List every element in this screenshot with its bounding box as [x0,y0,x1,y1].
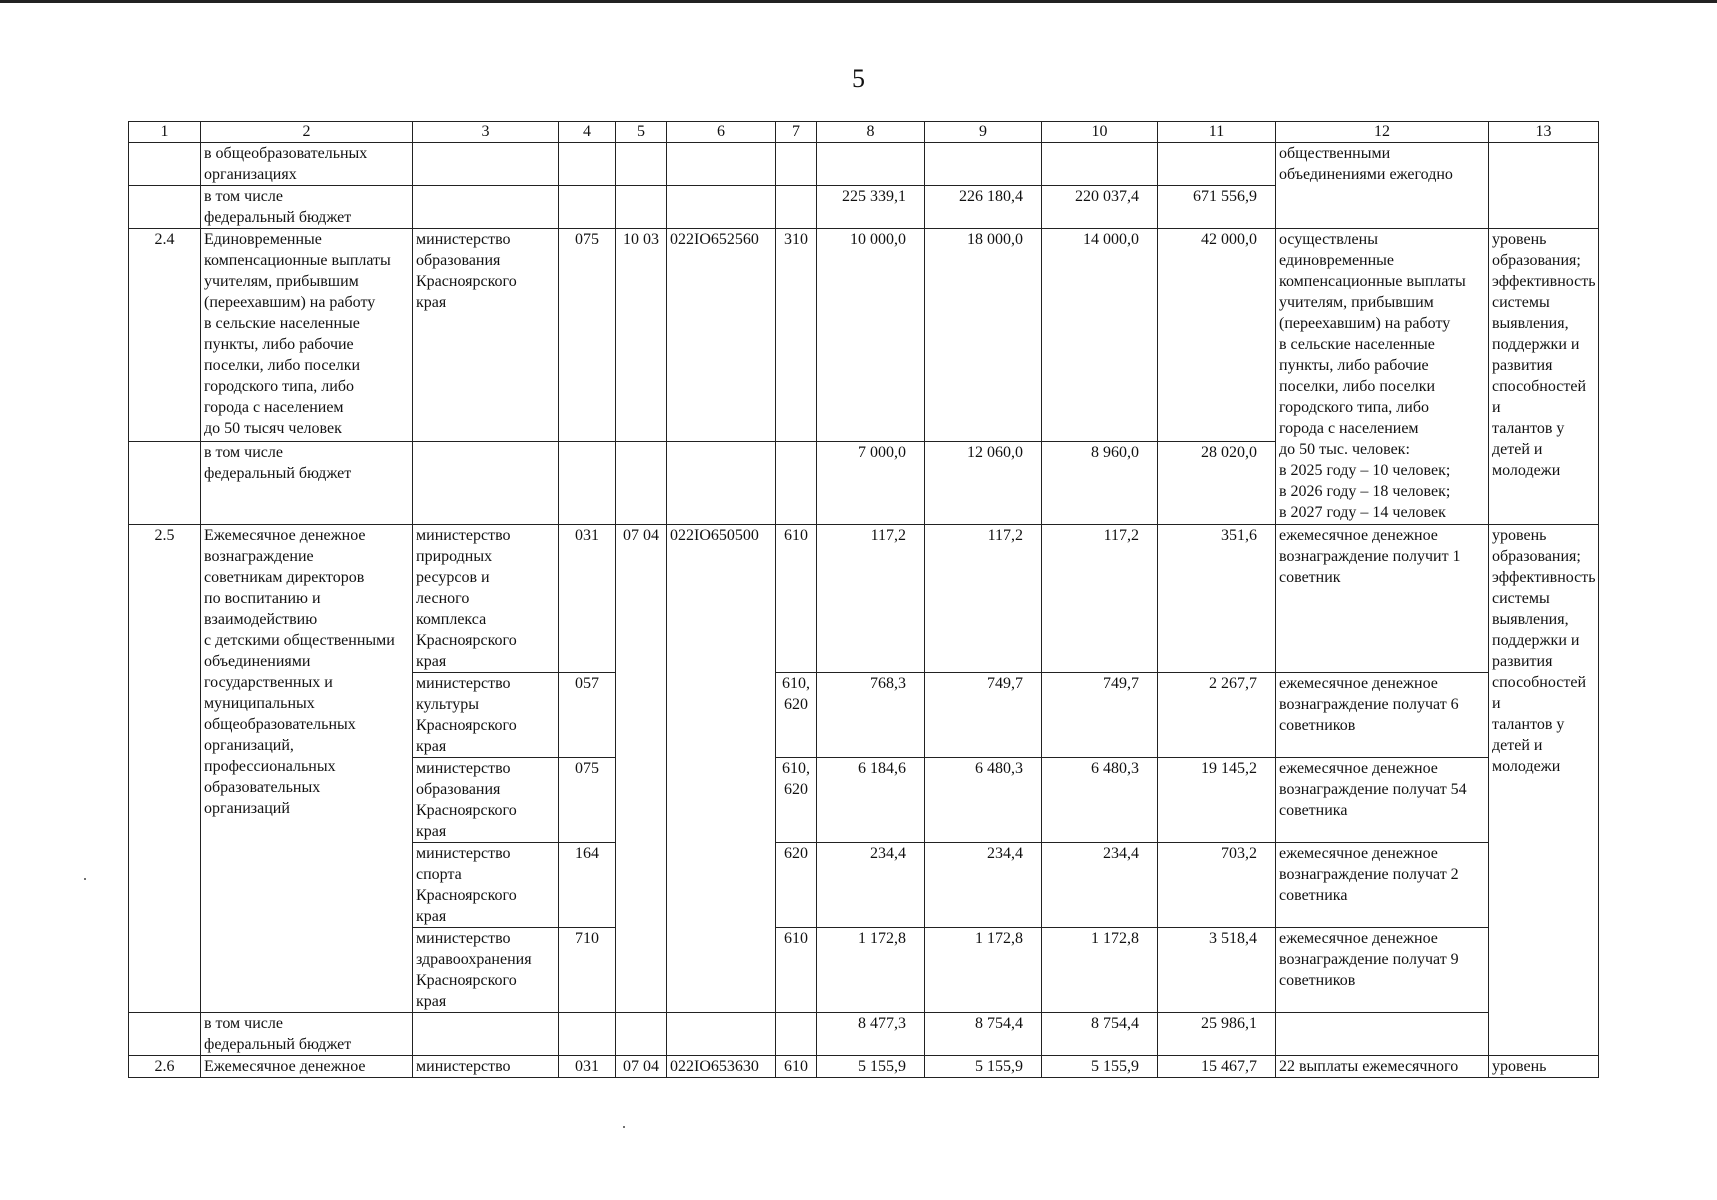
scan-speck [623,1126,625,1128]
result-cell: 22 выплаты ежемесячного [1276,1056,1489,1078]
vr-code: 610 [776,928,817,1013]
agency-cell: министерство [413,1056,559,1078]
grbs-code: 031 [559,525,616,673]
amount-cell: 8 754,4 [1042,1013,1158,1056]
amount-cell: 220 037,4 [1042,186,1158,229]
amount-cell: 234,4 [1042,843,1158,928]
agency-cell: министерство культуры Красноярского края [413,673,559,758]
cont-result: общественными объединениями ежегодно [1276,143,1489,229]
table-row [129,525,1599,673]
amount-cell: 5 155,9 [1042,1056,1158,1078]
scan-speck [84,878,86,880]
amount-cell: 117,2 [925,525,1042,673]
column-header: 2 [201,122,413,143]
amount-cell: 226 180,4 [925,186,1042,229]
column-header: 13 [1489,122,1599,143]
vr-code: 310 [776,229,817,442]
grbs-code: 031 [559,1056,616,1078]
column-header: 1 [129,122,201,143]
rzpr-code: 07 04 [616,525,667,1013]
agency-cell: министерство образования Красноярского края [413,758,559,843]
column-header: 8 [817,122,925,143]
agency-cell: министерство спорта Красноярского края [413,843,559,928]
rzpr-code: 07 04 [616,1056,667,1078]
amount-cell: 5 155,9 [925,1056,1042,1078]
amount-cell: 15 467,7 [1158,1056,1276,1078]
table-row [129,143,1599,186]
measure-name: Ежемесячное денежное [201,1056,413,1078]
amount-cell: 25 986,1 [1158,1013,1276,1056]
vr-code: 610, 620 [776,673,817,758]
amount-cell: 7 000,0 [817,442,925,525]
column-header: 3 [413,122,559,143]
table-row [129,1013,1599,1056]
indicator-cell: уровень образования; эффективность системы выявления, поддержки и развития способностей и талантов у детей и молодежи [1489,525,1599,1056]
column-header: 6 [667,122,776,143]
vr-code: 610 [776,525,817,673]
amount-cell: 1 172,8 [817,928,925,1013]
budget-table [128,121,1599,1078]
agency-cell: министерство образования Красноярского края [413,229,559,442]
amount-cell: 28 020,0 [1158,442,1276,525]
amount-cell: 117,2 [817,525,925,673]
result-cell: осуществлены единовременные компенсационные выплаты учителям, прибывшим (переехавшим) на работу в сельские населенные пункты, либо рабочие поселки, либо поселки городского типа, либо города с населением до 50 тыс. человек: в 2025 году – 10 человек; в 2026 году – 18 человек; в 2027 году – 14 человек [1276,229,1489,525]
amount-cell: 768,3 [817,673,925,758]
amount-cell: 14 000,0 [1042,229,1158,442]
amount-cell: 8 960,0 [1042,442,1158,525]
agency-cell: министерство здравоохранения Красноярского края [413,928,559,1013]
amount-cell: 225 339,1 [817,186,925,229]
result-cell: ежемесячное денежное вознаграждение получат 6 советников [1276,673,1489,758]
grbs-code: 164 [559,843,616,928]
csr-code: 022IO650500 [667,525,776,1013]
amount-cell: 703,2 [1158,843,1276,928]
csr-code: 022IO652560 [667,229,776,442]
row-number: 2.4 [129,229,201,442]
amount-cell: 749,7 [1042,673,1158,758]
csr-code: 022IO653630 [667,1056,776,1078]
amount-cell: 18 000,0 [925,229,1042,442]
amount-cell: 2 267,7 [1158,673,1276,758]
amount-cell: 234,4 [925,843,1042,928]
fed-label: в том числе федеральный бюджет [201,1013,413,1056]
column-header: 11 [1158,122,1276,143]
cont-label: в общеобразовательных организациях [201,143,413,186]
rzpr-code: 10 03 [616,229,667,442]
amount-cell: 671 556,9 [1158,186,1276,229]
agency-cell: министерство природных ресурсов и лесного комплекса Красноярского края [413,525,559,673]
amount-cell: 749,7 [925,673,1042,758]
amount-cell: 12 060,0 [925,442,1042,525]
amount-cell: 10 000,0 [817,229,925,442]
amount-cell: 234,4 [817,843,925,928]
column-header: 9 [925,122,1042,143]
result-cell: ежемесячное денежное вознаграждение получат 9 советников [1276,928,1489,1013]
grbs-code: 057 [559,673,616,758]
column-header: 7 [776,122,817,143]
amount-cell: 1 172,8 [1042,928,1158,1013]
amount-cell: 6 184,6 [817,758,925,843]
amount-cell: 42 000,0 [1158,229,1276,442]
header-row [129,122,1599,143]
row-number: 2.5 [129,525,201,1013]
amount-cell: 117,2 [1042,525,1158,673]
amount-cell: 6 480,3 [925,758,1042,843]
amount-cell: 3 518,4 [1158,928,1276,1013]
amount-cell: 19 145,2 [1158,758,1276,843]
amount-cell: 5 155,9 [817,1056,925,1078]
cont-fed-label: в том числе федеральный бюджет [201,186,413,229]
column-header: 12 [1276,122,1489,143]
amount-cell: 1 172,8 [925,928,1042,1013]
vr-code: 610 [776,1056,817,1078]
measure-name: Ежемесячное денежное вознаграждение советникам директоров по воспитанию и взаимодействию с детскими общественными объединениями государственных и муниципальных общеобразовательных организаций, профессиональных образовательных организаций [201,525,413,1013]
column-header: 10 [1042,122,1158,143]
table-row [129,1056,1599,1078]
result-cell: ежемесячное денежное вознаграждение получат 2 советника [1276,843,1489,928]
page-top-rule [0,0,1717,3]
measure-name: Единовременные компенсационные выплаты учителям, прибывшим (переехавшим) на работу в сельские населенные пункты, либо рабочие поселки, либо поселки городского типа, либо города с населением до 50 тысяч человек [201,229,413,442]
fed-label: в том числе федеральный бюджет [201,442,413,525]
result-cell: ежемесячное денежное вознаграждение получит 1 советник [1276,525,1489,673]
amount-cell: 8 477,3 [817,1013,925,1056]
vr-code: 620 [776,843,817,928]
result-cell: ежемесячное денежное вознаграждение получат 54 советника [1276,758,1489,843]
table-row [129,229,1599,442]
indicator-cell: уровень [1489,1056,1599,1078]
indicator-cell: уровень образования; эффективность системы выявления, поддержки и развития способностей и талантов у детей и молодежи [1489,229,1599,525]
column-header: 4 [559,122,616,143]
amount-cell: 351,6 [1158,525,1276,673]
amount-cell: 8 754,4 [925,1013,1042,1056]
page-number: 5 [852,64,865,93]
column-header: 5 [616,122,667,143]
vr-code: 610, 620 [776,758,817,843]
grbs-code: 075 [559,229,616,442]
grbs-code: 710 [559,928,616,1013]
grbs-code: 075 [559,758,616,843]
row-number: 2.6 [129,1056,201,1078]
amount-cell: 6 480,3 [1042,758,1158,843]
